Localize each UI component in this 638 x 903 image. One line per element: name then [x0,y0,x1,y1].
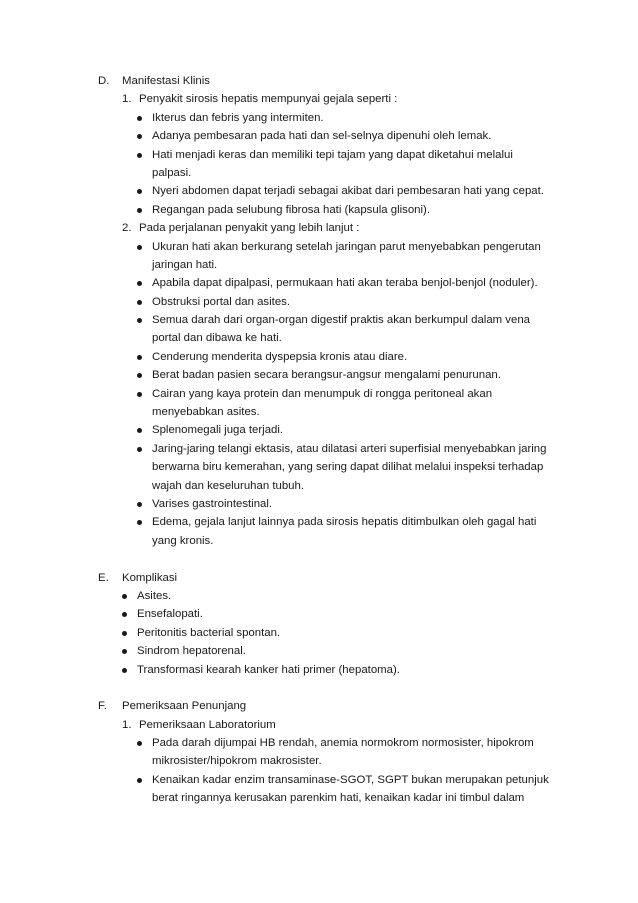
bullet-icon [137,778,142,783]
bullet-icon [122,668,127,673]
list-item: Apabila dapat dipalpasi, permukaan hati akan teraba benjol-benjol (noduler). [0,274,638,292]
bullet-icon [137,300,142,305]
list-item: Peritonitis bacterial spontan. [0,624,638,642]
list-item: Ikterus dan febris yang intermiten. [0,109,638,127]
section-d-title: Manifestasi Klinis [122,75,210,87]
list-item: Transformasi kearah kanker hati primer (hepatoma). [0,661,638,679]
section-d-sub2-heading [0,219,638,237]
list-item: Regangan pada selubung fibrosa hati (kapsula glisoni). [0,201,638,219]
list-item-continuation: mikrosister/hipokrom makrosister. [152,755,322,768]
section-d-heading [0,72,638,90]
bullet-icon [137,208,142,213]
section-f-heading [0,697,638,715]
bullet-icon [137,428,142,433]
bullet-icon [137,189,142,194]
bullet-icon [137,373,142,378]
list-item: Berat badan pasien secara berangsur-angsur mengalami penurunan. [0,366,638,384]
bullet-icon [137,355,142,360]
bullet-icon [137,245,142,250]
bullet-icon [137,447,142,452]
bullet-icon [122,649,127,654]
list-item-continuation: wajah dan keseluruhan tubuh. [152,479,304,492]
list-item: Varises gastrointestinal. [0,495,638,513]
list-item: Jaring-jaring telangi ektasis, atau dilatasi arteri superfisial menyebabkan jaring [0,440,638,458]
list-item: Kenaikan kadar enzim transaminase-SGOT, SGPT bukan merupakan petunjuk [0,771,638,789]
list-item-continuation: berat ringannya kerusakan parenkim hati, kenaikan kadar ini timbul dalam [152,792,525,805]
bullet-icon [122,594,127,599]
bullet-icon [137,318,142,323]
bullet-icon [137,741,142,746]
bullet-icon [137,134,142,139]
list-item: Splenomegali juga terjadi. [0,421,638,439]
section-f-sub1-label: 1. [122,718,132,731]
section-d-sub2-title: Pada perjalanan penyakit yang lebih lanjut : [139,222,360,235]
list-item: Semua darah dari organ-organ digestif praktis akan berkumpul dalam vena [0,311,638,329]
list-item: Pada darah dijumpai HB rendah, anemia normokrom normosister, hipokrom [0,734,638,752]
list-item-continuation: jaringan hati. [152,258,218,271]
section-e-label: E. [98,571,109,584]
section-d-sub1-label: 1. [122,93,132,106]
list-item: Adanya pembesaran pada hati dan sel-selnya dipenuhi oleh lemak. [0,127,638,145]
list-item-continuation: portal dan dibawa ke hati. [152,332,282,345]
bullet-icon [137,520,142,525]
list-item: Ukuran hati akan berkurang setelah jaringan parut menyebabkan pengerutan [0,238,638,256]
section-d-sub1-heading [0,90,638,108]
list-item: Hati menjadi keras dan memiliki tepi tajam yang dapat diketahui melalui [0,146,638,164]
section-f-sub1-heading [0,716,638,734]
list-item-continuation: berwarna biru kemerahan, yang sering dapat dilihat melalui inspeksi terhadap [152,461,544,474]
section-f-sub1-title: Pemeriksaan Laboratorium [139,718,276,731]
list-item: Cenderung menderita dyspepsia kronis atau diare. [0,348,638,366]
list-item-continuation: yang kronis. [152,534,214,547]
list-item: Nyeri abdomen dapat terjadi sebagai akibat dari pembesaran hati yang cepat. [0,182,638,200]
list-item: Obstruksi portal dan asites. [0,293,638,311]
section-f-label: F. [98,700,107,713]
bullet-icon [137,153,142,158]
list-item-continuation: menyebabkan asites. [152,406,260,419]
section-d-sub2-label: 2. [122,222,132,235]
list-item-continuation: palpasi. [152,166,192,179]
bullet-icon [122,631,127,636]
section-d-label: D. [98,75,110,87]
section-e-heading [0,569,638,587]
bullet-icon [137,392,142,397]
list-item: Edema, gejala lanjut lainnya pada sirosis hepatis ditimbulkan oleh gagal hati [0,513,638,531]
document-page [0,72,638,808]
list-item: Cairan yang kaya protein dan menumpuk di rongga peritoneal akan [0,385,638,403]
bullet-icon [122,612,127,617]
bullet-icon [137,116,142,121]
bullet-icon [137,502,142,507]
section-e-title: Komplikasi [122,571,178,584]
list-item: Asites. [0,587,638,605]
section-d-sub1-title: Penyakit sirosis hepatis mempunyai gejala seperti : [139,93,398,106]
bullet-icon [137,281,142,286]
list-item: Sindrom hepatorenal. [0,642,638,660]
section-f-title: Pemeriksaan Penunjang [122,700,247,713]
list-item: Ensefalopati. [0,605,638,623]
